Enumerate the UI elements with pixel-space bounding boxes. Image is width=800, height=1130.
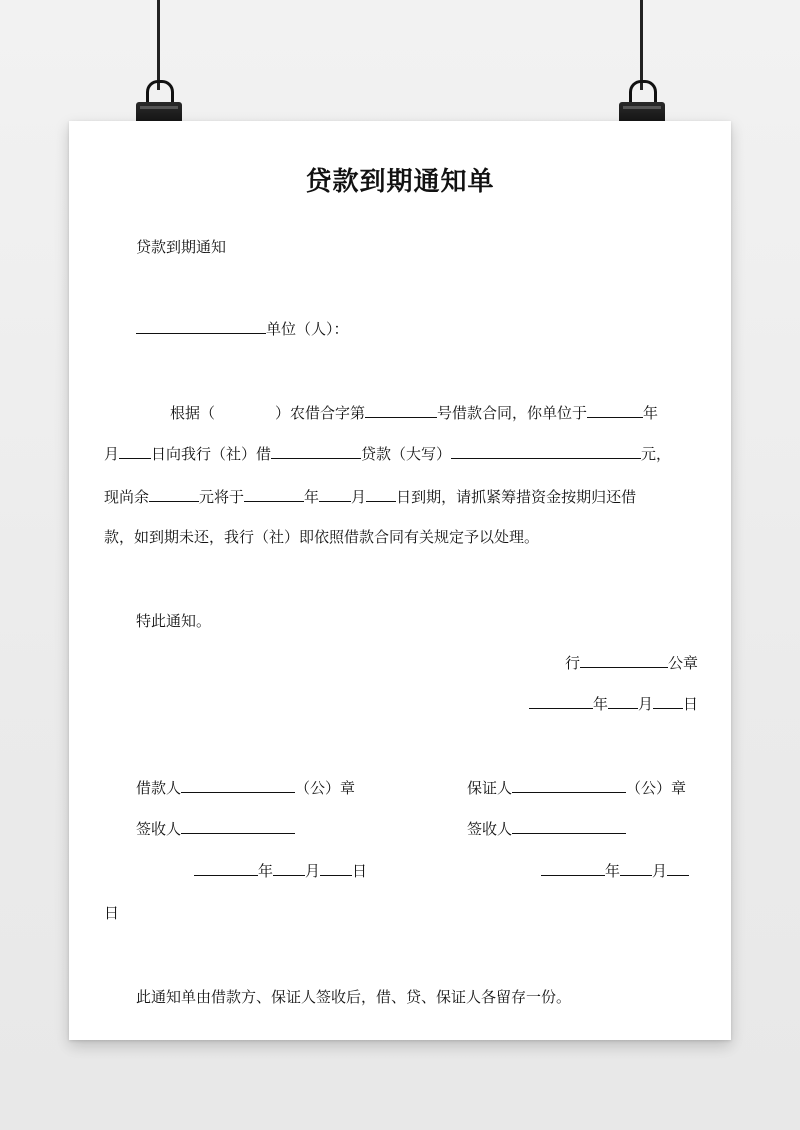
body-line-2: 月 日向我行（社）借 贷款（大写） 元， bbox=[104, 445, 672, 463]
addressee-blank bbox=[136, 319, 266, 334]
bank-stamp-line: 行 公章 bbox=[564, 654, 698, 672]
borrower-date-line: 年 月 日 bbox=[194, 861, 367, 881]
body-line-3: 现尚余 元将于 年 月 日到期，请抓紧筹措资金按期归还借 bbox=[104, 488, 637, 506]
borrower-stamp-line: 借款人 （公）章 bbox=[136, 779, 356, 797]
borrower-receiver-line: 签收人 bbox=[136, 819, 295, 839]
body-line-4: 款，如到期未还，我行（社）即依照借款合同有关规定予以处理。 bbox=[104, 528, 540, 546]
guarantor-date-line: 年 月 bbox=[541, 861, 689, 881]
wrapped-day-label: 日 bbox=[104, 904, 120, 922]
addressee-line: 单位（人）： bbox=[136, 319, 349, 339]
right-hanging-wire bbox=[640, 0, 643, 90]
body-line-1: 根据（ ）农借合字第 号借款合同，你单位于 年 bbox=[170, 404, 659, 422]
footer-note: 此通知单由借款方、保证人签收后，借、贷、保证人各留存一份。 bbox=[136, 988, 572, 1006]
notice-line: 特此通知。 bbox=[136, 612, 212, 630]
left-hanging-wire bbox=[157, 0, 160, 90]
guarantor-stamp-line: 保证人 （公）章 bbox=[467, 779, 687, 797]
bank-date-line: 年 月 日 bbox=[529, 694, 698, 714]
document-title: 贷款到期通知单 bbox=[305, 167, 495, 197]
document-heading: 贷款到期通知 bbox=[136, 238, 227, 256]
document-sheet bbox=[69, 121, 731, 1040]
guarantor-receiver-line: 签收人 bbox=[467, 819, 626, 839]
